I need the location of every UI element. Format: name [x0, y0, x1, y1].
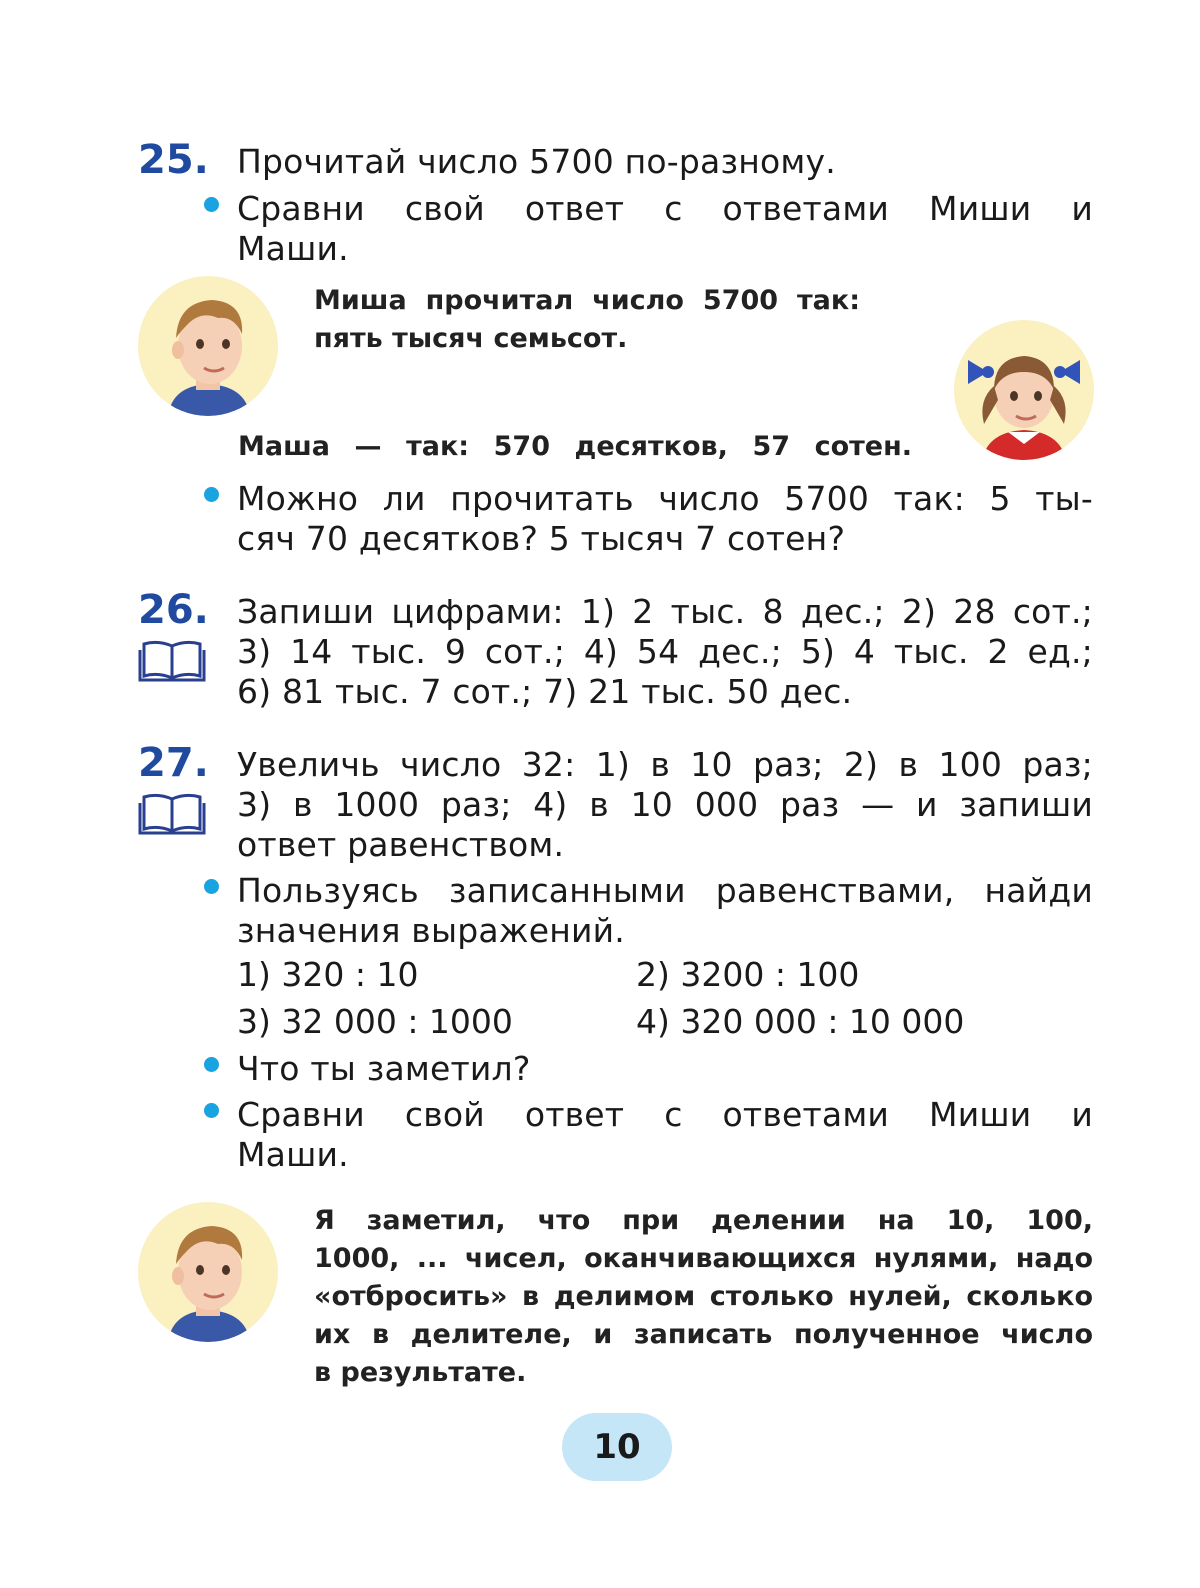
misha-avatar [138, 276, 278, 416]
task-25-bullet2-line2: сяч 70 десятков? 5 тысяч 7 сотен? [237, 519, 846, 558]
task-27-line1: Увеличь число 32: 1) в 10 раз; 2) в 100 раз; [237, 745, 1093, 784]
bullet-dot [204, 1057, 219, 1072]
misha-avatar [138, 1202, 278, 1342]
bullet-dot [204, 197, 219, 212]
misha-note-line3: «отбросить» в делимом столько нулей, сколько [314, 1281, 1093, 1312]
misha-speech-line2: пять тысяч семьсот. [314, 323, 628, 354]
masha-speech: Маша — так: 570 десятков, 57 сотен. [238, 431, 912, 462]
task-25-bullet1-line2: Маши. [237, 229, 349, 268]
masha-avatar [954, 320, 1094, 460]
task-25-text: Прочитай число 5700 по-разному. [237, 142, 836, 181]
expression-1: 1) 320 : 10 [237, 955, 419, 994]
task-number-26: 26. [138, 587, 209, 633]
task-27-bullet1-line2: значения выражений. [237, 911, 625, 950]
misha-note-line1: Я заметил, что при делении на 10, 100, [314, 1205, 1093, 1236]
open-book-icon [138, 638, 206, 682]
open-book-icon [138, 791, 206, 835]
task-27-line2: 3) в 1000 раз; 4) в 10 000 раз — и запиши [237, 785, 1093, 824]
expression-2: 2) 3200 : 100 [636, 955, 860, 994]
task-27-bullet3-line2: Маши. [237, 1135, 349, 1174]
misha-speech-line1: Миша прочитал число 5700 так: [314, 285, 860, 316]
expression-4: 4) 320 000 : 10 000 [636, 1002, 965, 1041]
task-25-bullet1-line1: Сравни свой ответ с ответами Миши и [237, 189, 1093, 228]
task-25-bullet2-line1: Можно ли прочитать число 5700 так: 5 ты- [237, 479, 1093, 518]
bullet-dot [204, 879, 219, 894]
task-number-27: 27. [138, 740, 209, 786]
page-number: 10 [562, 1413, 672, 1481]
misha-note-line4: их в делителе, и записать полученное число [314, 1319, 1093, 1350]
expression-3: 3) 32 000 : 1000 [237, 1002, 513, 1041]
bullet-dot [204, 487, 219, 502]
misha-note-line2: 1000, ... чисел, оканчивающихся нулями, надо [314, 1243, 1093, 1274]
misha-note-line5: в результате. [314, 1357, 527, 1388]
task-27-bullet3-line1: Сравни свой ответ с ответами Миши и [237, 1095, 1093, 1134]
task-27-bullet1-line1: Пользуясь записанными равенствами, найди [237, 871, 1093, 910]
task-27-line3: ответ равенством. [237, 825, 565, 864]
task-27-bullet2: Что ты заметил? [237, 1049, 531, 1088]
task-26-line1: Запиши цифрами: 1) 2 тыс. 8 дес.; 2) 28 сот.; [237, 592, 1093, 631]
bullet-dot [204, 1103, 219, 1118]
task-number-25: 25. [138, 137, 209, 183]
task-26-line2: 3) 14 тыс. 9 сот.; 4) 54 дес.; 5) 4 тыс. 2 ед.; [237, 632, 1093, 671]
task-26-line3: 6) 81 тыс. 7 сот.; 7) 21 тыс. 50 дес. [237, 672, 853, 711]
